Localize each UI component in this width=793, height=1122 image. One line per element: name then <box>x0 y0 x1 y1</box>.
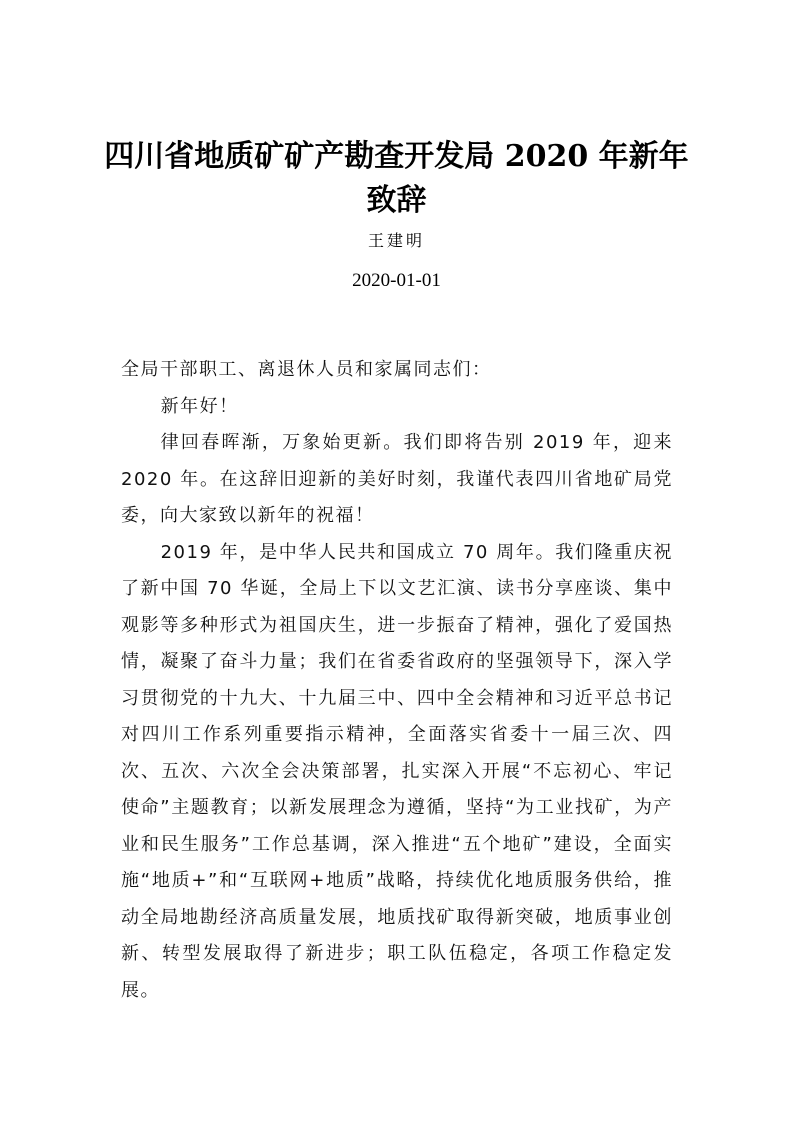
paragraph: 律回春晖渐，万象始更新。我们即将告别 2019 年，迎来 2020 年。在这辞旧迎新的美好时刻，我谨代表四川省地矿局党委，向大家致以新年的祝福！ <box>121 432 673 526</box>
document-title: 四川省地质矿矿产勘查开发局 2020 年新年致辞 <box>104 139 689 218</box>
publish-date: 2020-01-01 <box>352 270 441 291</box>
document-body <box>121 352 673 1009</box>
paragraph: 2019 年，是中华人民共和国成立 70 周年。我们隆重庆祝了新中国 70 华诞，全局上下以文艺汇演、读书分享座谈、集中观影等多种形式为祖国庆生，进一步振奋了精神，强化了爱国热情，凝聚了奋斗力量；我们在省委省政府的坚强领导下，深入学习贯彻党的十九大、十九届三中、四中全会精神和习近平总书记对四川工作系列重要指示精神，全面落实省委十一届三次、四次、五次、六次全会决策部署，扎实深入开展“不忘初心、牢记使命”主题教育；以新发展理念为遵循，坚持“为工业找矿，为产业和民生服务”工作总基调，深入推进“五个地矿”建设，全面实施“地质+”和“互联网+地质”战略，持续优化地质服务供给，推动全局地勘经济高质量发展，地质找矿取得新突破，地质事业创新、转型发展取得了新进步；职工队伍稳定，各项工作稳定发展。 <box>121 541 673 1001</box>
paragraph: 新年好！ <box>160 395 239 417</box>
salutation: 全局干部职工、离退休人员和家属同志们： <box>121 359 492 380</box>
author-name: 王建明 <box>367 231 425 250</box>
